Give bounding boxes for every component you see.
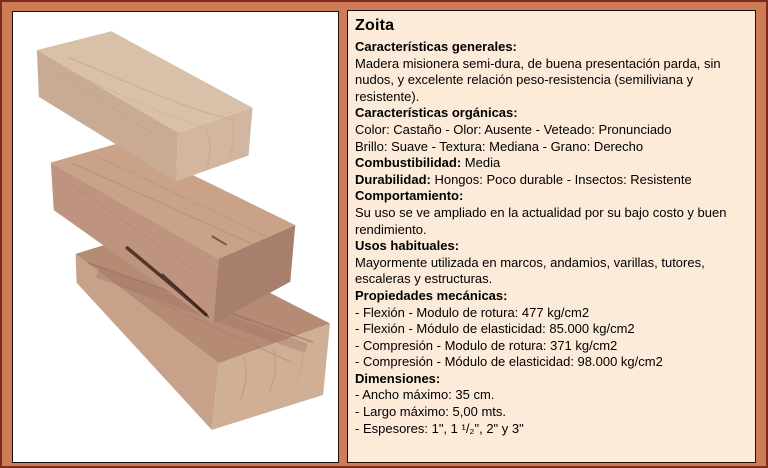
section-heading: Dimensiones: (355, 370, 441, 386)
section-heading: Combustibilidad: (355, 155, 462, 171)
section-line: Color: Castaño - Olor: Ausente - Veteado: Pronunciado (355, 121, 672, 137)
section-heading: Propiedades mecánicas: (355, 287, 508, 303)
section-line: escaleras y estructuras. (355, 271, 493, 287)
section-line: Brillo: Suave - Textura: Mediana - Grano: Derecho (355, 138, 644, 154)
wood-image-panel (12, 11, 339, 463)
section-value: Media (461, 155, 501, 171)
section-line: - Ancho máximo: 35 cm. (355, 387, 495, 403)
section-combustibilidad (355, 155, 747, 172)
section-caracteristicas-generales (355, 39, 747, 105)
section-line: rendimiento. (355, 221, 427, 237)
section-line: Mayormente utilizada en marcos, andamios, varillas, tutores, (355, 254, 705, 270)
section-line: - Compresión - Modulo de rotura: 371 kg/cm2 (355, 337, 618, 353)
section-heading: Características generales: (355, 39, 517, 54)
section-line: - Largo máximo: 5,00 mts. (355, 404, 506, 420)
section-line: Madera misionera semi-dura, de buena presentación parda, sin (355, 55, 721, 71)
section-heading: Durabilidad: (355, 171, 431, 187)
section-line: - Flexión - Módulo de elasticidad: 85.000 kg/cm2 (355, 321, 635, 337)
section-heading: Comportamiento: (355, 188, 464, 204)
section-line: - Flexión - Modulo de rotura: 477 kg/cm2 (355, 304, 590, 320)
section-heading: Usos habituales: (355, 238, 460, 254)
section-line: - Compresión - Módulo de elasticidad: 98.000 kg/cm2 (355, 354, 663, 370)
section-caracteristicas-organicas (355, 105, 747, 155)
section-durabilidad (355, 172, 747, 189)
section-heading: Características orgánicas: (355, 105, 518, 121)
section-line: Su uso se ve ampliado en la actualidad por su bajo costo y buen (355, 204, 727, 220)
section-comportamiento (355, 188, 747, 238)
section-propiedades-mecanicas (355, 288, 747, 371)
section-usos-habituales (355, 238, 747, 288)
wood-blocks-image (13, 12, 338, 462)
section-dimensiones (355, 371, 747, 437)
info-panel (347, 10, 756, 463)
section-line: - Espesores: 1", 1 ¹/₂", 2" y 3" (355, 420, 524, 436)
section-value: Hongos: Poco durable - Insectos: Resistente (430, 171, 692, 187)
section-line: nudos, y excelente relación peso-resistencia (semiliviana y (355, 72, 694, 88)
section-line: resistente). (355, 88, 420, 104)
page-title: Zoita (355, 17, 395, 34)
